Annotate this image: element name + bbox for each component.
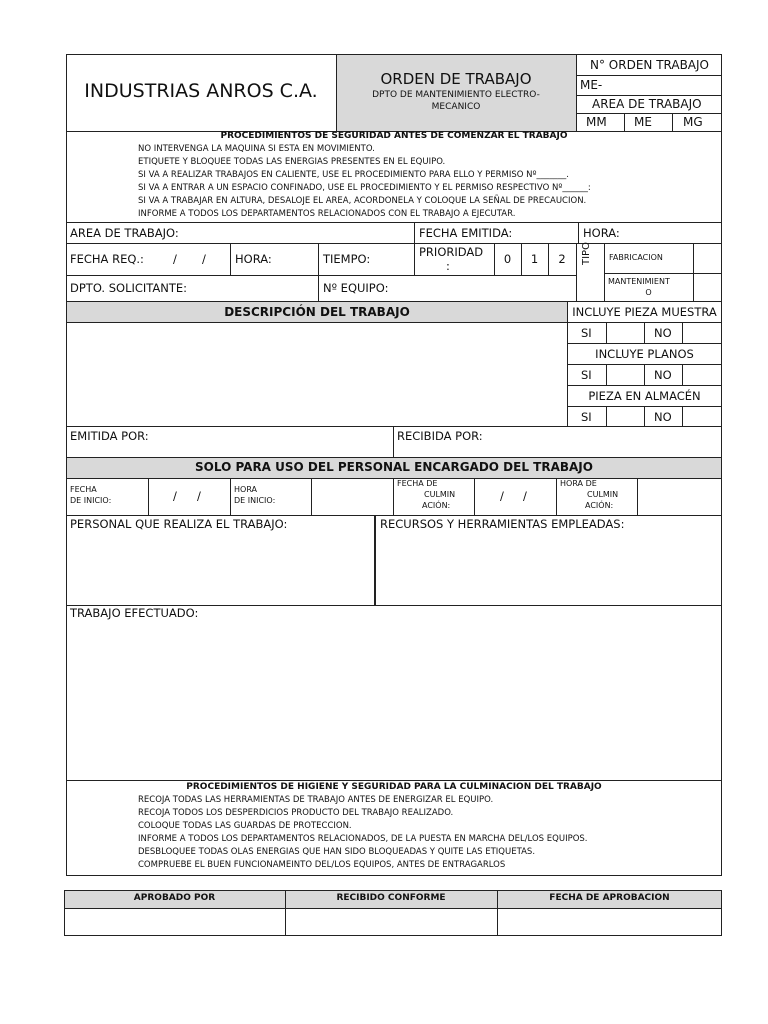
tipo-fabricacion-label: FABRICACION [609,253,663,262]
safety-after-title: PROCEDIMIENTOS DE HIGIENE Y SEGURIDAD PARA LA CULMINACION DEL TRABAJO [186,782,602,792]
safety-before-line: NO INTERVENGA LA MAQUINA SI ESTA EN MOVIMIENTO. [138,144,375,154]
fecha-inicio-label: FECHA [70,485,97,494]
recibido-conforme-field[interactable] [286,909,496,935]
company-name: INDUSTRIAS ANROS C.A. [84,80,318,102]
safety-after-line: COMPRUEBE EL BUEN FUNCIONAMEINTO DEL/LOS EQUIPOS, ANTES DE ENTRAGARLOS [138,860,506,870]
prioridad-label: PRIORIDAD [419,245,484,259]
area-trabajo-header-label: AREA DE TRABAJO [592,97,702,111]
planos-si-checkbox[interactable] [607,365,644,385]
hora-inicio-label: HORA [234,485,258,494]
safety-before-line: ETIQUETE Y BLOQUEE TODAS LAS ENERGIAS PRESENTES EN EL EQUIPO. [138,157,446,167]
safety-before-line: SI VA A TRABAJAR EN ALTURA, DESALOJE EL AREA, ACORDONELA Y COLOQUE LA SEÑAL DE PRECAUCION. [138,196,587,206]
tipo-label: TIPO [581,242,592,265]
fecha-culminacion-label: FECHA DE [397,479,438,488]
muestra-si-label: SI [581,326,592,340]
date-separator: / [197,489,201,503]
tipo-fabricacion-checkbox[interactable] [694,244,721,273]
date-separator: / [202,252,206,266]
form-subtitle: DPTO DE MANTENIMIENTO ELECTRO-MECANICO [372,90,540,112]
date-separator: / [523,489,527,503]
date-separator: / [173,489,177,503]
muestra-si-checkbox[interactable] [607,323,644,343]
safety-after-line: INFORME A TODOS LOS DEPARTAMENTOS RELACIONADOS, DE LA PUESTA EN MARCHA DEL/LOS EQUIPOS. [138,834,588,844]
area-option-mg[interactable]: MG [683,115,703,129]
safety-after-line: RECOJA TODAS LAS HERRAMIENTAS DE TRABAJO ANTES DE ENERGIZAR EL EQUIPO. [138,795,494,805]
description-title: DESCRIPCIÓN DEL TRABAJO [224,305,410,319]
recibida-por-field[interactable]: RECIBIDA POR: [397,429,483,443]
tipo-mantenimiento-label: MANTENIMIENT [608,277,670,286]
incluye-planos-label: INCLUYE PLANOS [595,347,694,361]
hora-inicio-label-cont: DE INICIO: [234,496,276,505]
hora-inicio-field[interactable] [312,479,393,515]
muestra-no-checkbox[interactable] [683,323,721,343]
safety-after-line: COLOQUE TODAS LAS GUARDAS DE PROTECCION. [138,821,352,831]
hora-emitida-field[interactable]: HORA: [583,226,620,240]
trabajo-efectuado-textarea[interactable] [68,622,720,778]
fecha-culminacion-label-cont: CULMIN [424,490,456,499]
fecha-inicio-label-cont: DE INICIO: [70,496,112,505]
tipo-mantenimiento-checkbox[interactable] [694,274,721,301]
date-separator: / [500,489,504,503]
fecha-aprobacion-field[interactable] [498,909,721,935]
hora-culminacion-field[interactable] [638,479,721,515]
planos-no-label: NO [654,368,672,382]
hora-culminacion-label-cont: CULMIN [587,490,619,499]
planos-si-label: SI [581,368,592,382]
area-trabajo-field[interactable]: AREA DE TRABAJO: [70,226,179,240]
dpto-solicitante-field[interactable]: DPTO. SOLICITANTE: [70,281,188,295]
safety-before-line: SI VA A REALIZAR TRABAJOS EN CALIENTE, USE EL PROCEDIMIENTO PARA ELLO Y PERMISO Nº_______. [138,170,569,180]
fecha-culminacion-field[interactable] [475,479,556,515]
fecha-inicio-field[interactable] [149,479,230,515]
safety-before-title: PROCEDIMIENTOS DE SEGURIDAD ANTES DE COMENZAR EL TRABAJO [220,131,568,141]
order-number-field[interactable]: ME- [580,78,603,92]
muestra-no-label: NO [654,326,672,340]
recibido-conforme-header: RECIBIDO CONFORME [336,893,446,903]
fecha-req-label[interactable]: FECHA REQ.: [70,252,144,266]
recursos-textarea[interactable] [378,532,720,604]
area-option-me[interactable]: ME [634,115,652,129]
prioridad-option-2[interactable]: 2 [558,252,566,266]
safety-before-line: INFORME A TODOS LOS DEPARTAMENTOS RELACIONADOS CON EL TRABAJO A EJECUTAR. [138,209,516,219]
aprobado-por-field[interactable] [65,909,284,935]
prioridad-colon: : [446,259,450,273]
personal-realiza-textarea[interactable] [68,532,372,604]
hora-culminacion-label: HORA DE [560,479,597,488]
recursos-label: RECURSOS Y HERRAMIENTAS EMPLEADAS: [380,517,625,531]
prioridad-option-1[interactable]: 1 [530,252,539,266]
date-separator: / [173,252,177,266]
planos-no-checkbox[interactable] [683,365,721,385]
hora-req-field[interactable]: HORA: [235,252,272,266]
trabajo-efectuado-label: TRABAJO EFECTUADO: [70,606,199,620]
order-number-label: N° ORDEN TRABAJO [590,58,710,72]
tiempo-field[interactable]: TIEMPO: [323,252,371,266]
incluye-pieza-muestra-label: INCLUYE PIEZA MUESTRA [572,305,717,319]
fecha-aprobacion-header: FECHA DE APROBACION [549,893,670,903]
emitida-por-field[interactable]: EMITIDA POR: [70,429,149,443]
safety-after-line: DESBLOQUEE TODAS OLAS ENERGIAS QUE HAN SIDO BLOQUEADAS Y QUITE LAS ETIQUETAS. [138,847,536,857]
safety-before-line: SI VA A ENTRAR A UN ESPACIO CONFINADO, USE EL PROCEDIMIENTO Y EL PERMISO RESPECTIVO Nº______: [138,183,591,193]
fecha-culminacion-label-cont2: ACIÓN: [422,501,451,510]
personal-realiza-label: PERSONAL QUE REALIZA EL TRABAJO: [70,517,288,531]
aprobado-por-header: APROBADO POR [133,893,216,903]
almacen-no-checkbox[interactable] [683,407,721,427]
tipo-mantenimiento-label-cont: O [645,288,652,297]
divider [374,515,376,605]
area-option-mm[interactable]: MM [586,115,607,129]
hora-culminacion-label-cont2: ACIÓN: [585,501,614,510]
numero-equipo-field[interactable]: Nº EQUIPO: [323,281,389,295]
fecha-emitida-field[interactable]: FECHA EMITIDA: [419,226,513,240]
personal-section-title: SOLO PARA USO DEL PERSONAL ENCARGADO DEL TRABAJO [195,460,593,474]
almacen-no-label: NO [654,410,672,424]
prioridad-option-0[interactable]: 0 [503,252,512,266]
form-title: ORDEN DE TRABAJO [380,70,532,88]
almacen-si-label: SI [581,410,592,424]
safety-after-line: RECOJA TODOS LOS DESPERDICIOS PRODUCTO DEL TRABAJO REALIZADO. [138,808,454,818]
almacen-si-checkbox[interactable] [607,407,644,427]
pieza-almacen-label: PIEZA EN ALMACÉN [588,389,701,403]
description-textarea[interactable] [68,324,566,426]
